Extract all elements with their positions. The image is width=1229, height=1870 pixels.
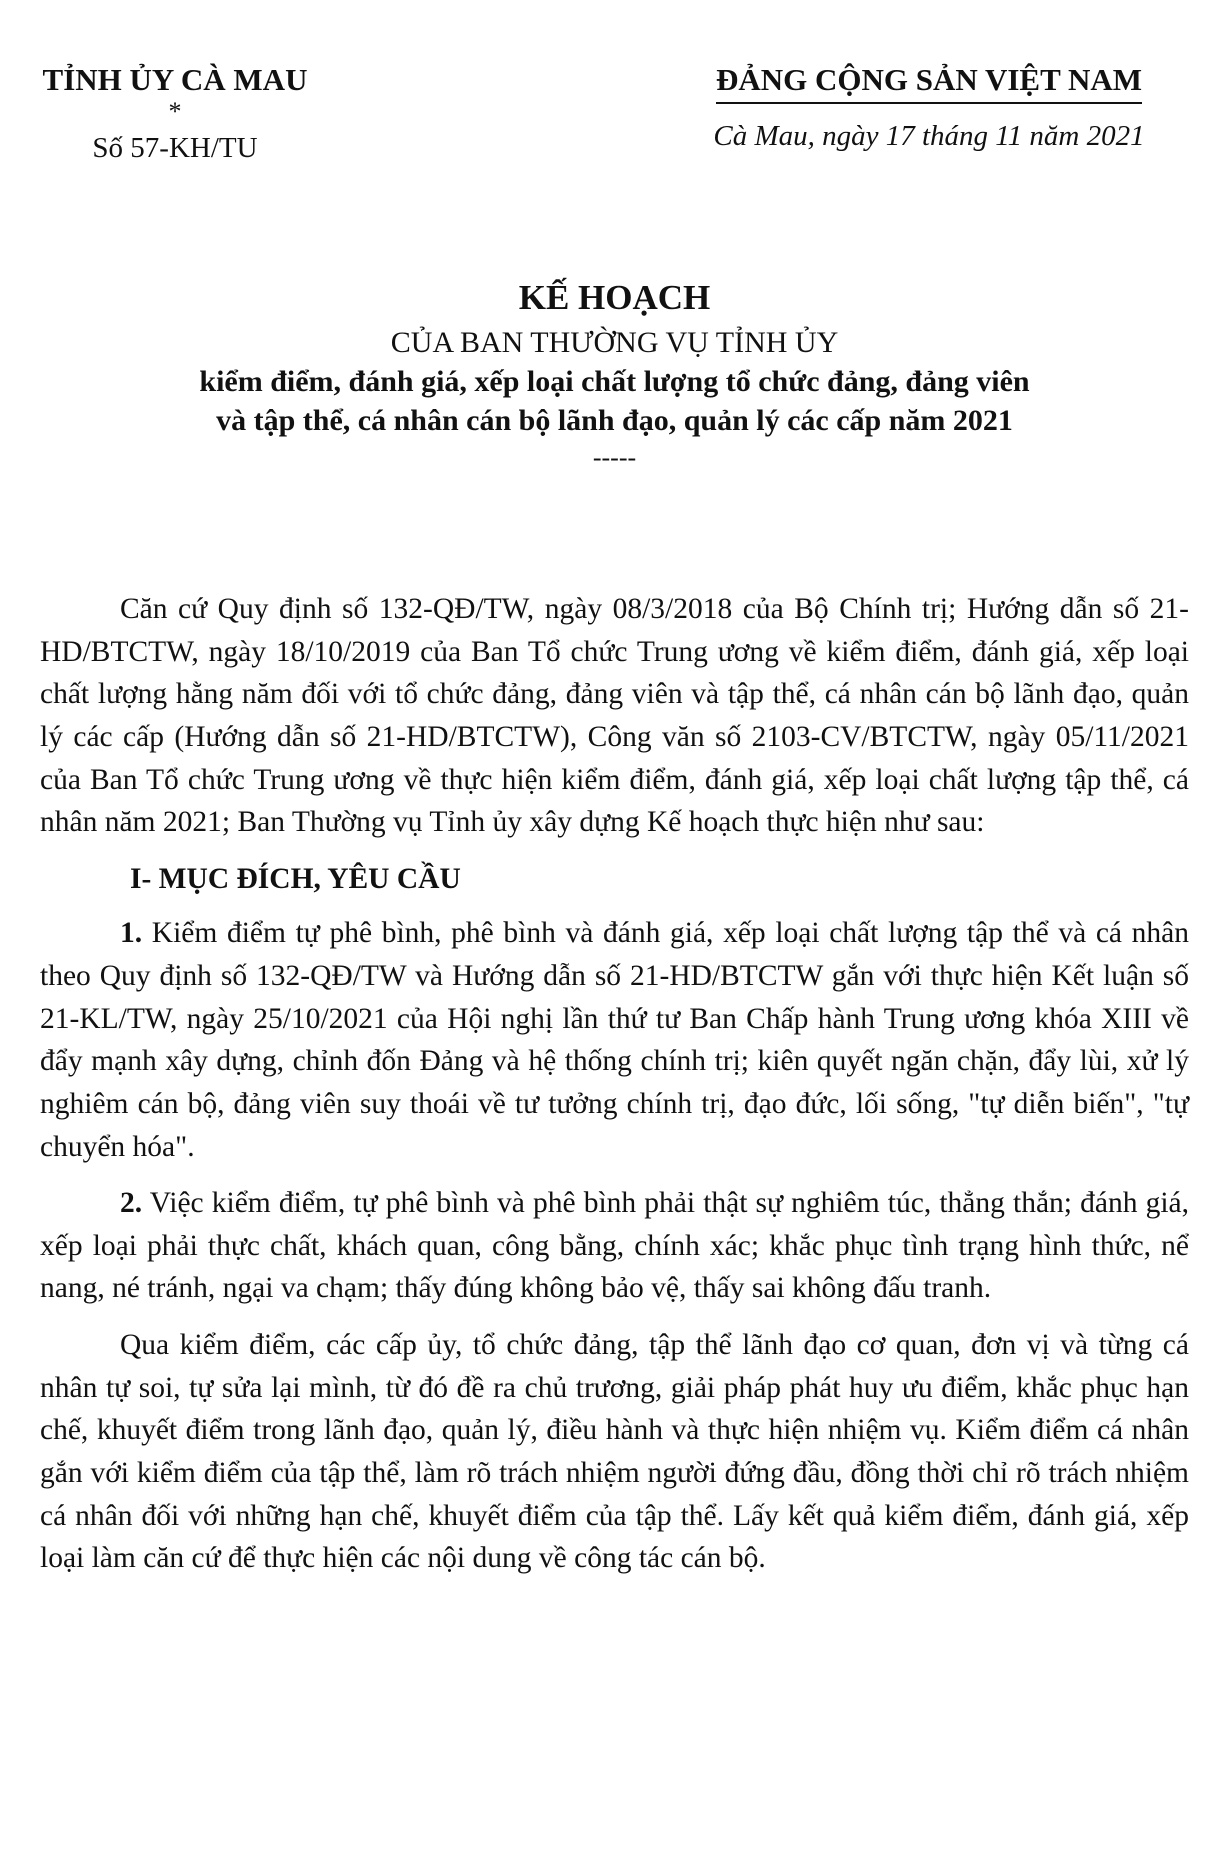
paragraph-3: Qua kiểm điểm, các cấp ủy, tổ chức đảng, tập thể lãnh đạo cơ quan, đơn vị và từng cá nhân tự soi, tự sửa lại mình, từ đó đề ra chủ trương, giải pháp phát huy ưu điểm, khắc phục hạn chế, khuyết điểm trong lãnh đạo, quản lý, điều hành và thực hiện nhiệm vụ. Kiểm điểm cá nhân gắn với kiểm điểm của tập thể, làm rõ trách nhiệm người đứng đầu, đồng thời chỉ rõ trách nhiệm cá nhân đối với những hạn chế, khuyết điểm của tập thể. Lấy kết quả kiểm điểm, đánh giá, xếp loại làm căn cứ để thực hiện các nội dung về công tác cán bộ. [40, 1329, 1189, 1575]
item-1-paragraph [40, 912, 1189, 1168]
item-2-paragraph [40, 1182, 1189, 1310]
intro-paragraph: Căn cứ Quy định số 132-QĐ/TW, ngày 08/3/2018 của Bộ Chính trị; Hướng dẫn số 21-HD/BTCTW, ngày 18/10/2019 của Ban Tổ chức Trung ương về kiểm điểm, đánh giá, xếp loại chất lượng hằng năm đối với tổ chức đảng, đảng viên và tập thể, cá nhân cán bộ lãnh đạo, quản lý các cấp (Hướng dẫn số 21-HD/BTCTW), Công văn số 2103-CV/BTCTW, ngày 05/11/2021 của Ban Tổ chức Trung ương về thực hiện kiểm điểm, đánh giá, xếp loại chất lượng tập thể, cá nhân năm 2021; Ban Thường vụ Tỉnh ủy xây dựng Kế hoạch thực hiện như sau: [40, 593, 1189, 839]
document-body [40, 588, 1189, 1594]
issuer-line: CỦA BAN THƯỜNG VỤ TỈNH ỦY [390, 325, 839, 359]
item-1-number: 1. [120, 917, 143, 950]
national-header-block [669, 60, 1189, 157]
document-date: Cà Mau, ngày 17 tháng 11 năm 2021 [713, 120, 1145, 153]
title-separator: ----- [592, 442, 637, 472]
party-name: ĐẢNG CỘNG SẢN VIỆT NAM [716, 60, 1142, 104]
item-2-number: 2. [120, 1187, 143, 1220]
section-heading: I- MỤC ĐÍCH, YÊU CẦU [130, 862, 461, 895]
document-title-block [60, 275, 1169, 471]
document-number: Số 57-KH/TU [92, 131, 258, 164]
document-type-title: KẾ HOẠCH [518, 278, 711, 317]
organization-name: TỈNH ỦY CÀ MAU [42, 62, 308, 97]
star-separator: * [168, 97, 182, 127]
item-2-text: Việc kiểm điểm, tự phê bình và phê bình phải thật sự nghiêm túc, thẳng thắn; đánh giá, xếp loại phải thực chất, khách quan, công bằng, chính xác; khắc phục tình trạng hình thức, nể nang, né tránh, ngại va chạm; thấy đúng không bảo vệ, thấy sai không đấu tranh. [40, 1187, 1189, 1305]
subject-line-2: và tập thể, cá nhân cán bộ lãnh đạo, quản lý các cấp năm 2021 [216, 404, 1013, 438]
issuing-organization-block [40, 60, 310, 168]
subject-line-1: kiểm điểm, đánh giá, xếp loại chất lượng tổ chức đảng, đảng viên [199, 364, 1030, 398]
item-1-text: Kiểm điểm tự phê bình, phê bình và đánh giá, xếp loại chất lượng tập thể và cá nhân theo Quy định số 132-QĐ/TW và Hướng dẫn số 21-HD/BTCTW gắn với thực hiện Kết luận số 21-KL/TW, ngày 25/10/2021 của Hội nghị lần thứ tư Ban Chấp hành Trung ương khóa XIII về đẩy mạnh xây dựng, chỉnh đốn Đảng và hệ thống chính trị; kiên quyết ngăn chặn, đẩy lùi, xử lý nghiêm cán bộ, đảng viên suy thoái về tư tưởng chính trị, đạo đức, lối sống, "tự diễn biến", "tự chuyển hóa". [40, 917, 1189, 1163]
